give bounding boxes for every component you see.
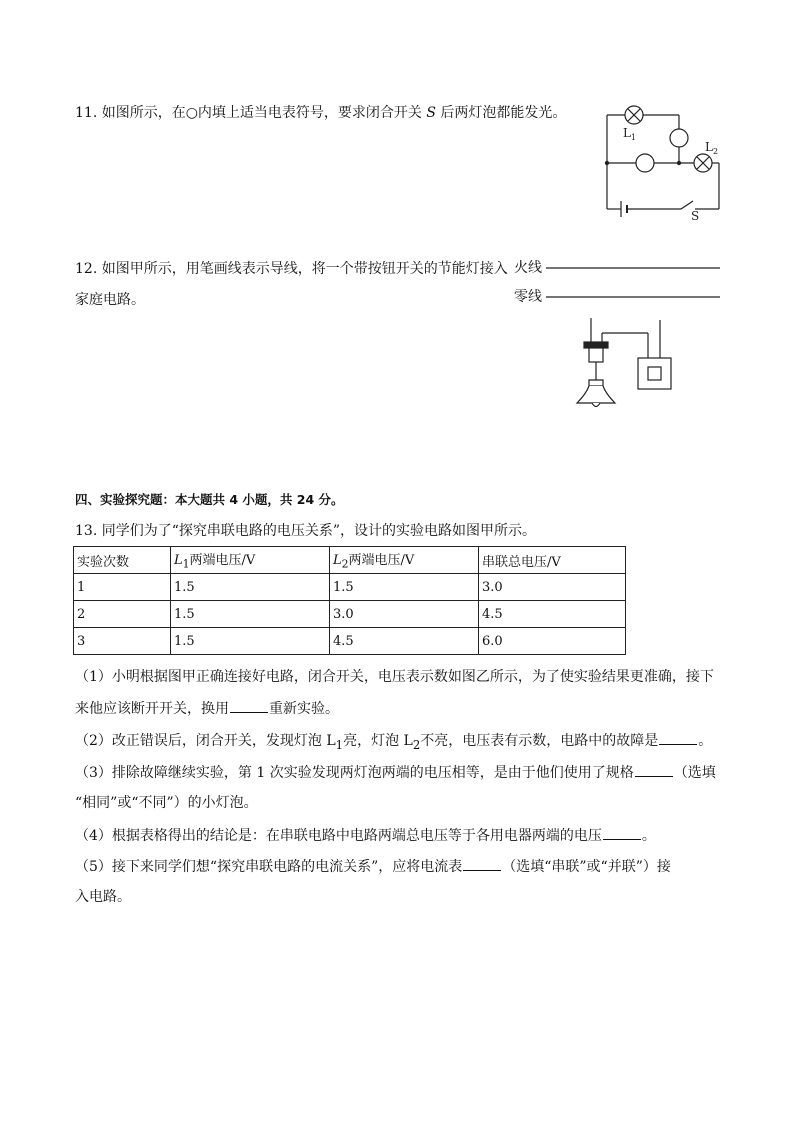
answer-blank-2[interactable] <box>659 730 697 745</box>
q13-part2: （2）改正错误后，闭合开关，发现灯泡 $L_1$亮，灯泡 $L_2$不亮，电压表有示数，电路中的故障是 。 <box>75 730 712 755</box>
q11-circuit-diagram <box>595 98 730 223</box>
answer-blank-1[interactable] <box>230 698 268 713</box>
table-row: 2 1.5 3.0 4.5 <box>74 601 626 628</box>
label-switch-s: S <box>691 209 700 223</box>
q13-part1-line2: 来他应该断开开关，换用 重新实验。 <box>75 698 339 719</box>
svg-text:2: 2 <box>713 147 719 156</box>
section-4-heading: 四、实验探究题：本大题共 4 小题，共 24 分。 <box>75 492 344 507</box>
q13-part1-line1: （1）小明根据图甲正确连接好电路，闭合开关，电压表示数如图乙所示，为了使实验结果更准确，接下 <box>75 669 714 685</box>
answer-blank-3[interactable] <box>635 762 673 777</box>
neutral-line-label: 零线 <box>514 289 542 305</box>
table-row: 1 1.5 1.5 3.0 <box>74 574 626 601</box>
answer-blank-5[interactable] <box>463 856 501 871</box>
q12-text-line1: 12. 如图甲所示，用笔画线表示导线，将一个带按钮开关的节能灯接入 <box>75 261 508 277</box>
q12-household-circuit <box>540 260 730 420</box>
header-cell: $L_1$两端电压/V <box>171 547 330 574</box>
label-l2: L <box>705 140 713 154</box>
header-cell: $L_2$两端电压/V <box>330 547 479 574</box>
fire-line-label: 火线 <box>514 260 542 276</box>
header-cell: 实验次数 <box>74 547 171 574</box>
answer-blank-4[interactable] <box>603 825 641 840</box>
q13-intro: 13. 同学们为了“探究串联电路的电压关系”，设计的实验电路如图甲所示。 <box>75 523 537 539</box>
q13-part5-line2: 入电路。 <box>75 889 131 905</box>
table-header-row <box>74 547 626 574</box>
q13-part3-line1: （3）排除故障继续实验，第 1 次实验发现两灯泡两端的电压相等，是由于他们使用了规格 （选填 <box>75 762 716 783</box>
voltage-data-table <box>73 546 626 655</box>
svg-text:1: 1 <box>631 133 637 142</box>
q12-text-line2: 家庭电路。 <box>75 292 145 308</box>
q13-part4: （4）根据表格得出的结论是：在串联电路中电路两端总电压等于各用电器两端的电压 。 <box>75 825 656 846</box>
header-cell: 串联总电压/V <box>479 547 626 574</box>
q11-text: 11. 如图所示，在○内填上适当电表符号，要求闭合开关 S 后两灯泡都能发光。 <box>75 105 567 121</box>
q13-part3-line2: “相同”或“不同”）的小灯泡。 <box>75 795 258 811</box>
meter-circle-right <box>670 129 688 147</box>
table-row: 3 1.5 4.5 6.0 <box>74 628 626 655</box>
q13-part5-line1: （5）接下来同学们想“探究串联电路的电流关系”，应将电流表 （选填“串联”或“并联”）接 <box>75 856 671 877</box>
label-l1: L <box>623 126 631 140</box>
